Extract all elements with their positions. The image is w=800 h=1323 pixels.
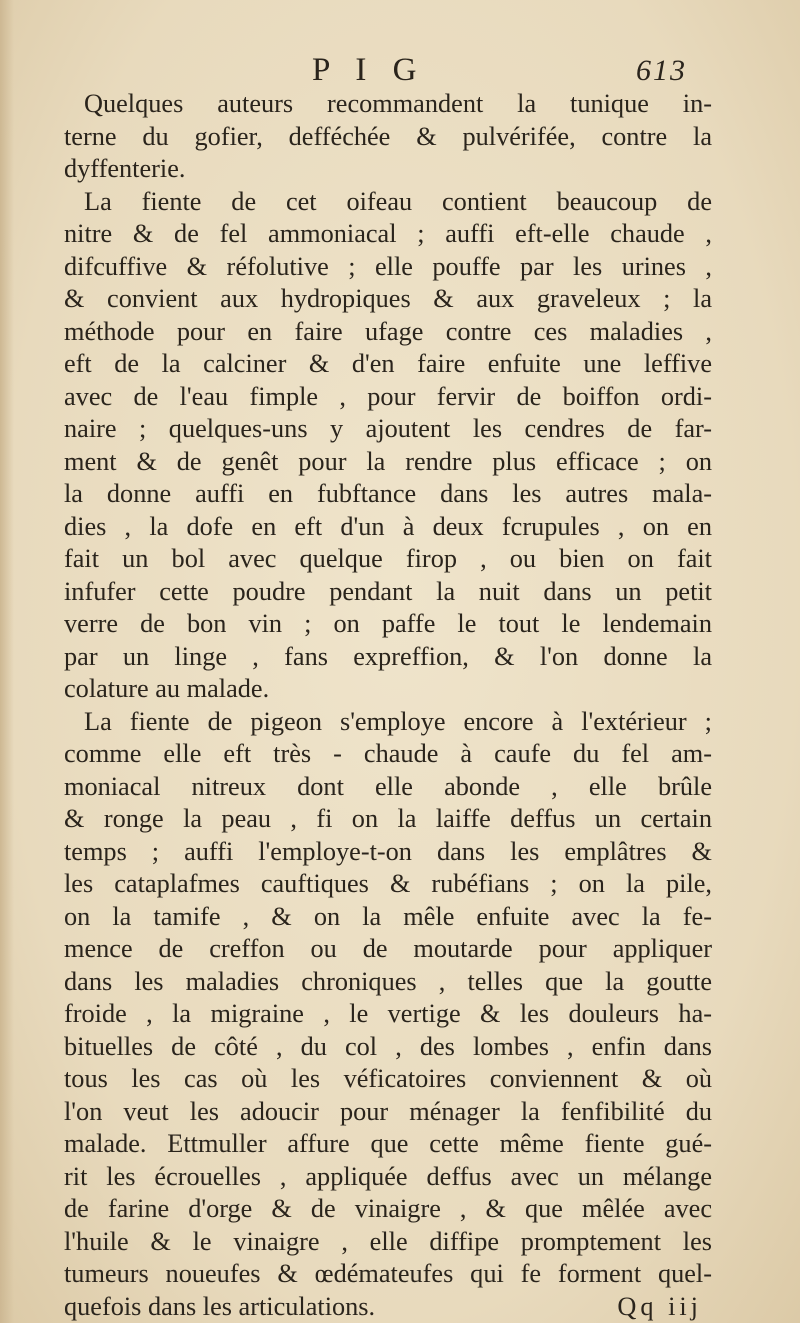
text-line: les cataplafmes cauftiques & rubéfians ; on la pile, xyxy=(64,869,712,898)
text-line: & ronge la peau , fi on la laiffe deffus un certain xyxy=(64,804,712,833)
text-line: moniacal nitreux dont elle abonde , elle brûle xyxy=(64,771,712,801)
text-line: fait un bol avec quelque firop , ou bien on fait xyxy=(64,544,712,573)
text-line: dies , la dofe en eft d'un à deux fcrupules , on en xyxy=(64,511,712,541)
text-line: avec de l'eau fimple , pour fervir de boiffon ordi- xyxy=(64,381,712,411)
text-line: terne du gofier, defféchée & pulvérifée, contre la xyxy=(64,121,712,151)
text-line: eft de la calciner & d'en faire enfuite une leffive xyxy=(64,349,712,378)
text-line: rit les écrouelles , appliquée deffus avec un mélange xyxy=(64,1161,712,1191)
text-line: froide , la migraine , le vertige & les douleurs ha- xyxy=(64,999,712,1028)
text-line: Quelques auteurs recommandent la tunique in- xyxy=(84,89,712,118)
page-number: 613 xyxy=(636,54,687,87)
text-line: verre de bon vin ; on paffe le tout le lendemain xyxy=(64,609,712,638)
page-binding-shadow xyxy=(0,0,14,1323)
text-line: l'on veut les adoucir pour ménager la fenfibilité du xyxy=(64,1096,712,1126)
text-line: dans les maladies chroniques , telles que la goutte xyxy=(64,966,712,996)
text-line: nitre & de fel ammoniacal ; auffi eft-elle chaude , xyxy=(64,219,712,248)
body-text xyxy=(64,88,712,1323)
text-line: méthode pour en faire ufage contre ces maladies , xyxy=(64,316,712,346)
text-line: ment & de genêt pour la rendre plus efficace ; on xyxy=(64,446,712,476)
text-line: la donne auffi en fubftance dans les autres mala- xyxy=(64,479,712,508)
text-line: de farine d'orge & de vinaigre , & que mêlée avec xyxy=(64,1194,712,1223)
text-line: & convient aux hydropiques & aux graveleux ; la xyxy=(64,284,712,313)
text-line: par un linge , fans expreffion, & l'on donne la xyxy=(64,641,712,671)
text-line: difcuffive & réfolutive ; elle pouffe par les urines , xyxy=(64,251,712,281)
text-line: naire ; quelques-uns y ajoutent les cendres de far- xyxy=(64,414,712,443)
text-line: comme elle eft très - chaude à caufe du fel am- xyxy=(64,739,712,768)
text-line: l'huile & le vinaigre , elle diffipe promptement les xyxy=(64,1226,712,1256)
text-line: bituelles de côté , du col , des lombes , enfin dans xyxy=(64,1031,712,1061)
paragraph-3 xyxy=(64,706,712,1323)
text-line: infufer cette poudre pendant la nuit dans un petit xyxy=(64,576,712,606)
text-line: malade. Ettmuller affure que cette même fiente gué- xyxy=(64,1129,712,1158)
text-line: La fiente de pigeon s'employe encore à l'extérieur ; xyxy=(84,706,712,736)
final-line-with-signature xyxy=(64,1291,712,1323)
paragraph-2 xyxy=(64,186,712,706)
text-line: tumeurs noueufes & œdémateufes qui fe forment quel- xyxy=(64,1259,712,1288)
text-line: La fiente de cet oifeau contient beaucoup de xyxy=(84,186,712,216)
text-line: dyffenterie. xyxy=(64,154,186,183)
page-header xyxy=(0,52,800,92)
text-line: temps ; auffi l'employe-t-on dans les emplâtres & xyxy=(64,836,712,866)
text-line: quefois dans les articulations. xyxy=(64,1291,376,1321)
running-head: P I G xyxy=(312,52,426,88)
paragraph-1 xyxy=(64,88,712,186)
text-line: tous les cas où les véficatoires conviennent & où xyxy=(64,1064,712,1093)
text-line: on la tamife , & on la mêle enfuite avec la fe- xyxy=(64,901,712,931)
text-line: mence de creffon ou de moutarde pour appliquer xyxy=(64,934,712,963)
text-line: colature au malade. xyxy=(64,674,270,703)
signature-mark: Qq iij xyxy=(617,1291,702,1321)
